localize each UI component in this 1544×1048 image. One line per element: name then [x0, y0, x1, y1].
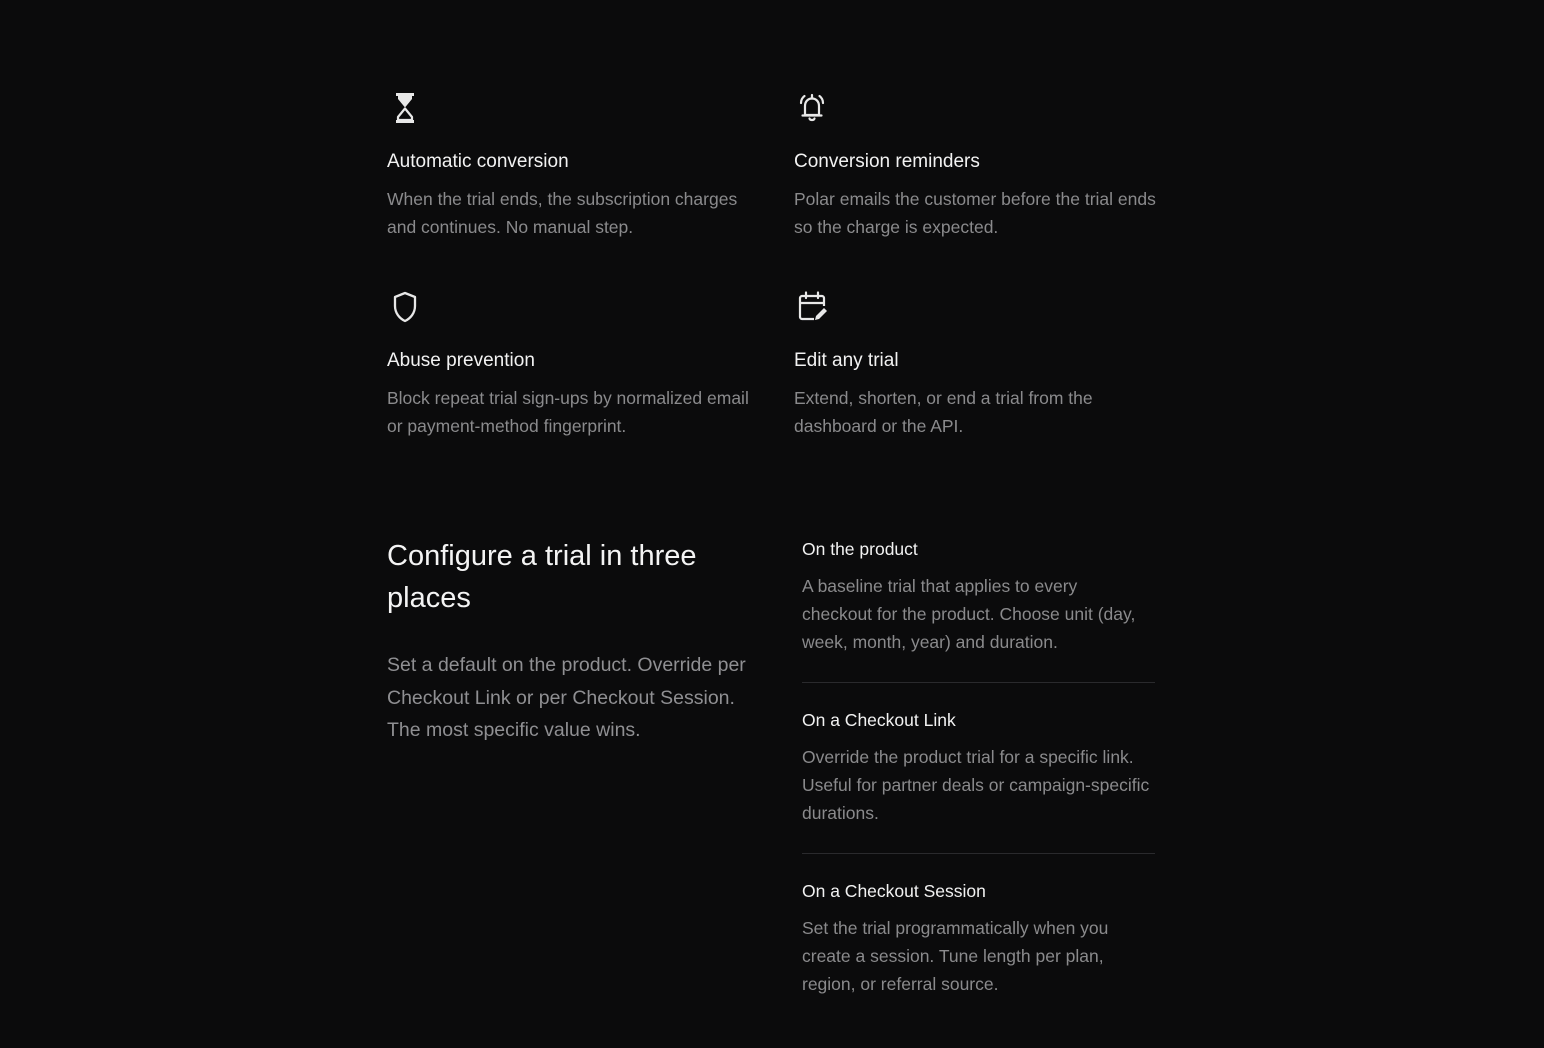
- place-description: Set the trial programmatically when you create a session. Tune length per plan, region, or referral source.: [802, 918, 1109, 994]
- page: [387, 0, 1157, 1044]
- section-title: Configure a trial in three places: [387, 540, 697, 614]
- feature-description: Block repeat trial sign-ups by normalized email or payment-method fingerprint.: [387, 388, 749, 436]
- place-title: On a Checkout Session: [802, 881, 986, 901]
- feature-title: Automatic conversion: [387, 151, 569, 172]
- bell-ringing-icon: [794, 90, 830, 126]
- place-checkout-session: [802, 878, 1155, 1024]
- calendar-edit-icon: [794, 289, 830, 325]
- feature-title: Conversion reminders: [794, 151, 980, 172]
- place-description: A baseline trial that applies to every checkout for the product. Choose unit (day, week, month, year) and duration.: [802, 576, 1136, 652]
- feature-description: Polar emails the customer before the trial ends so the charge is expected.: [794, 189, 1156, 237]
- configure-places-list: [802, 536, 1155, 1048]
- place-description: Override the product trial for a specific link. Useful for partner deals or campaign-specific durations.: [802, 747, 1150, 823]
- configure-intro: [387, 535, 747, 747]
- place-checkout-link: [802, 707, 1155, 854]
- hourglass-icon: [387, 90, 423, 126]
- place-title: On a Checkout Link: [802, 710, 956, 730]
- place-title: On the product: [802, 539, 918, 559]
- feature-description: When the trial ends, the subscription charges and continues. No manual step.: [387, 189, 738, 237]
- shield-icon: [387, 289, 423, 325]
- feature-title: Abuse prevention: [387, 350, 535, 371]
- section-description: Set a default on the product. Override per Checkout Link or per Checkout Session. The most specific value wins.: [387, 654, 746, 741]
- place-product: [802, 536, 1155, 683]
- feature-title: Edit any trial: [794, 350, 899, 371]
- feature-description: Extend, shorten, or end a trial from the dashboard or the API.: [794, 388, 1093, 436]
